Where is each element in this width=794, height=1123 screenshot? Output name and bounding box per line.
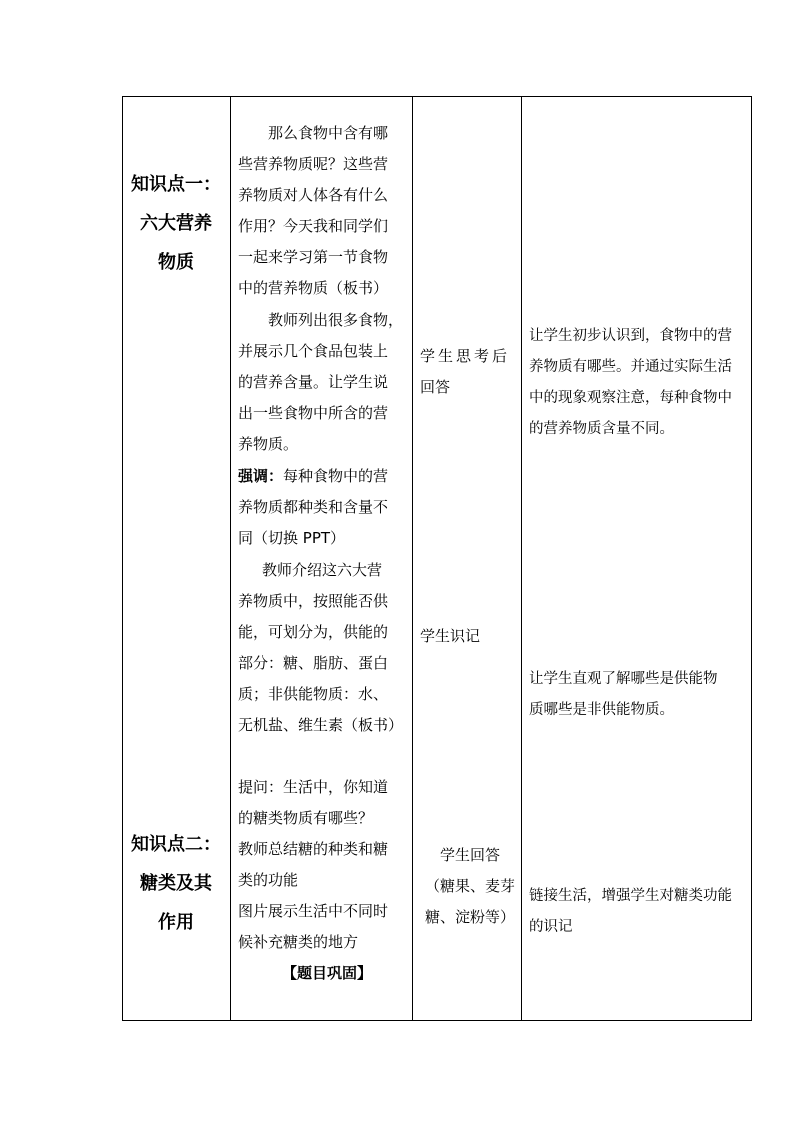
design-intent-two: [529, 664, 718, 726]
text-line: 能，可划分为，供能的: [238, 623, 389, 641]
text-line: 质；非供能物质：水、: [238, 685, 389, 703]
text-line: （糖果、麦芽: [424, 877, 515, 895]
text-line: 出一些食物中所含的营: [238, 404, 389, 422]
emphasis-text: 每种食物中的营: [283, 467, 389, 485]
design-intent-three: [529, 881, 732, 943]
text-line: [238, 461, 388, 492]
topic-line: 知识点一：: [131, 174, 221, 195]
column-divider: [521, 97, 522, 1020]
topic-line: 糖类及其: [140, 873, 212, 894]
text-line: 部分：糖、脂肪、蛋白: [238, 654, 389, 672]
text-line: 糖、淀粉等）: [424, 908, 515, 926]
text-line: 的糖类物质有哪些？: [238, 809, 374, 827]
text-line: 中的现象观察注意，每种食物中: [529, 390, 732, 406]
text-line: 提问：生活中，你知道: [238, 778, 389, 796]
text-line: 让学生直观了解哪些是供能物: [529, 671, 718, 687]
text-line: 类的功能: [238, 871, 299, 889]
text-line: 一起来学习第一节食物: [238, 248, 389, 266]
text-line: 的识记: [529, 919, 573, 935]
text-line: 质哪些是非供能物质。: [529, 702, 674, 718]
text-line: 作用？今天我和同学们: [238, 217, 389, 235]
design-intent-one: [529, 321, 732, 445]
consolidation-heading: 【题目巩固】: [282, 964, 373, 982]
teacher-activity-emphasis: [238, 461, 388, 554]
text-line: 让学生初步认识到，食物中的营: [529, 328, 732, 344]
text-line: 链接生活，增强学生对糖类功能: [529, 888, 732, 904]
text-line: 教师总结糖的种类和糖: [238, 840, 389, 858]
teacher-activity-classify: [238, 555, 403, 741]
topic-two-label: [123, 825, 229, 942]
lesson-plan-table: [122, 96, 752, 1021]
text-line: 养物质有哪些。并通过实际生活: [529, 359, 732, 375]
text-line: 的营养物质含量不同。: [529, 421, 674, 437]
column-divider: [412, 97, 413, 1020]
student-activity-memorize: [420, 621, 480, 652]
text-line: 并展示几个食品包装上: [238, 342, 389, 360]
student-activity-think: [420, 341, 510, 403]
text-line: 图片展示生活中不同时: [238, 902, 389, 920]
column-divider: [230, 97, 231, 1020]
text-line: 养物质中，按照能否供: [238, 592, 389, 610]
text-line: 养物质都种类和含量不: [238, 498, 389, 516]
topic-line: 作用: [158, 912, 194, 933]
teacher-activity-sugar: [238, 772, 388, 989]
text-line: 学生识记: [420, 627, 481, 645]
text-line: 无机盐、维生素（板书）: [238, 716, 404, 734]
student-activity-answer: [420, 840, 520, 933]
teacher-activity-list-foods: [238, 305, 403, 460]
text-line: 同（切换 PPT）: [238, 529, 346, 547]
topic-line: 六大营养: [140, 213, 212, 234]
emphasis-label: 强调：: [238, 467, 284, 485]
text-line: 回答: [420, 378, 451, 396]
text-line: 中的营养物质（板书）: [238, 279, 389, 297]
text-line: 教师介绍这六大营: [262, 561, 383, 579]
text-line: 候补充糖类的地方: [238, 933, 359, 951]
topic-line: 知识点二：: [131, 834, 221, 855]
text-line: 养物质对人体各有什么: [238, 186, 389, 204]
text-line: 教师列出很多食物，: [268, 311, 404, 329]
text-line: 学生回答: [439, 846, 500, 864]
text-line: 些营养物质呢？这些营: [238, 155, 389, 173]
teacher-activity-intro: [238, 118, 388, 304]
topic-line: 物质: [158, 252, 194, 273]
text-line: 学生思考后: [420, 347, 511, 365]
text-line: 的营养含量。让学生说: [238, 373, 389, 391]
text-line: 那么食物中含有哪: [268, 124, 389, 142]
topic-one-label: [123, 165, 229, 282]
text-line: 养物质。: [238, 435, 299, 453]
